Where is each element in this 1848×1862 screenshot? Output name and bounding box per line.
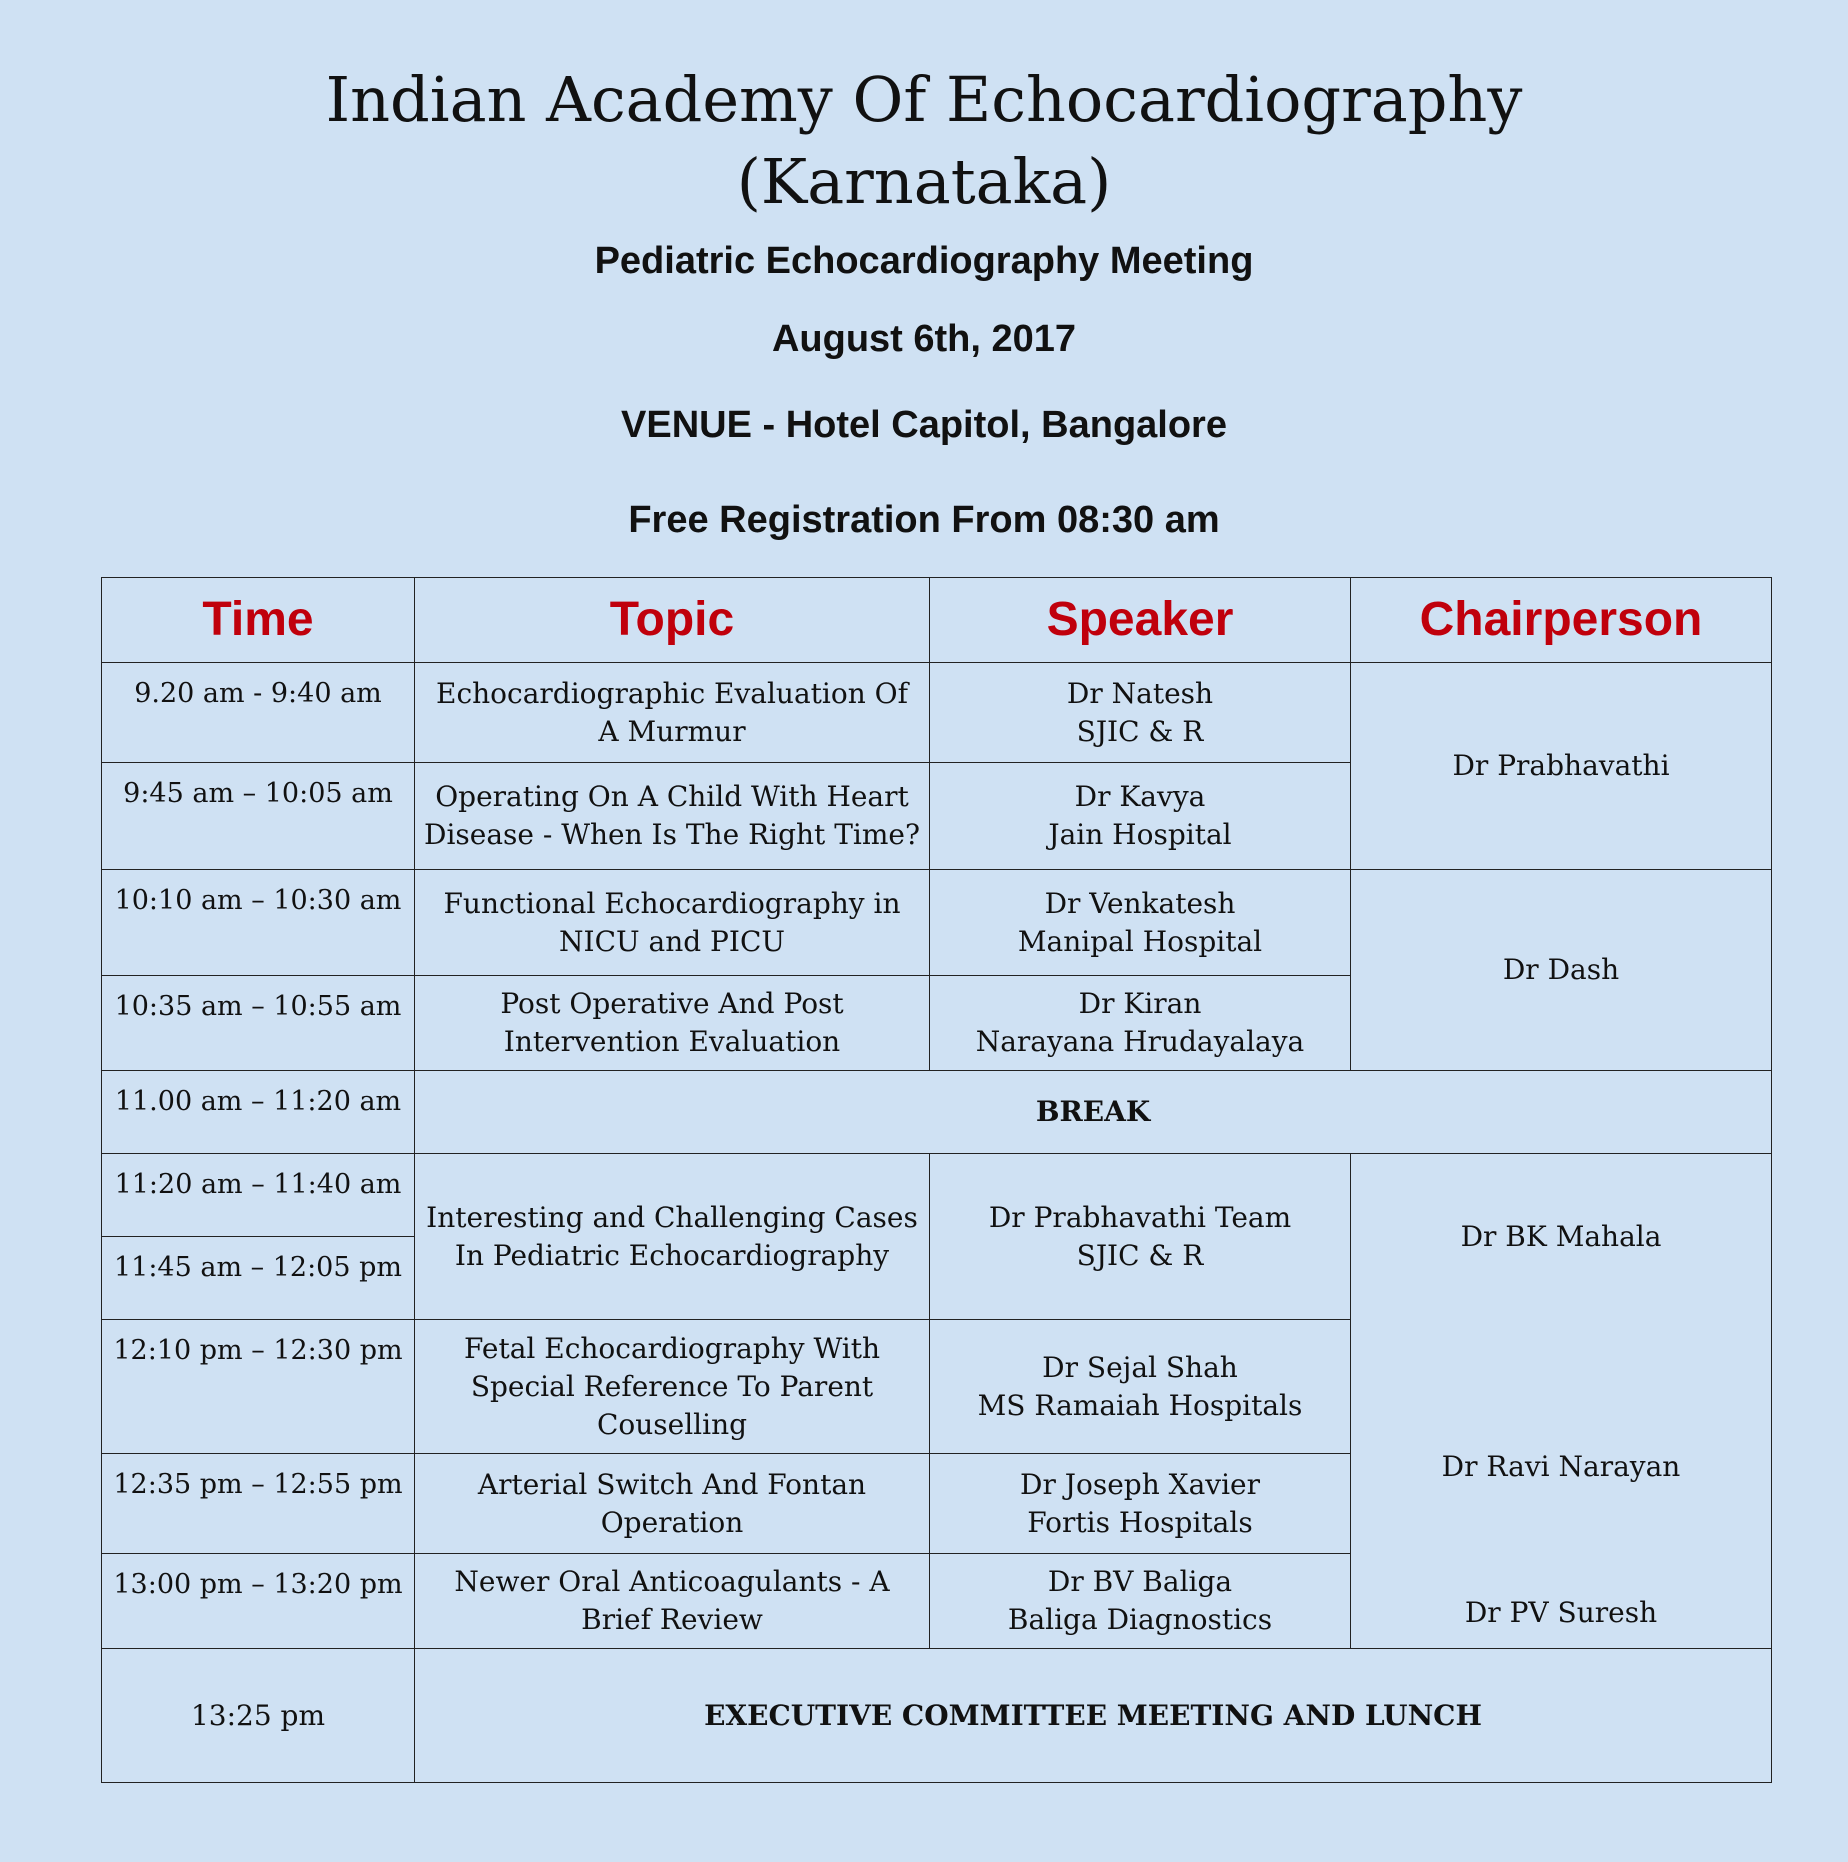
topic-cell: Post Operative And Post Intervention Evaluation xyxy=(415,976,930,1071)
topic-cell: Newer Oral Anticoagulants - A Brief Review xyxy=(415,1554,930,1649)
chair-cell: Dr PV Suresh xyxy=(1351,1554,1772,1649)
chair-cell: Dr Dash xyxy=(1351,870,1772,1071)
time-cell: 11.00 am – 11:20 am xyxy=(102,1071,415,1154)
time-cell: 13:00 pm – 13:20 pm xyxy=(102,1554,415,1649)
speaker-cell: Dr Natesh SJIC & R xyxy=(930,663,1351,763)
speaker-cell: Dr Joseph Xavier Fortis Hospitals xyxy=(930,1454,1351,1554)
time-cell: 10:10 am – 10:30 am xyxy=(102,870,415,976)
header-speaker: Speaker xyxy=(930,578,1351,663)
topic-cell: Echocardiographic Evaluation Of A Murmur xyxy=(415,663,930,763)
table-header-row xyxy=(102,578,1772,663)
table-row xyxy=(102,1320,1772,1454)
time-cell: 12:35 pm – 12:55 pm xyxy=(102,1454,415,1554)
speaker-cell: Dr Venkatesh Manipal Hospital xyxy=(930,870,1351,976)
chair-cell: Dr Ravi Narayan xyxy=(1351,1320,1772,1554)
break-cell: BREAK xyxy=(415,1071,1772,1154)
table-row xyxy=(102,663,1772,763)
table-row xyxy=(102,870,1772,976)
title-line-1: Indian Academy Of Echocardiography xyxy=(325,63,1523,136)
venue: VENUE - Hotel Capitol, Bangalore xyxy=(621,404,1227,446)
speaker-cell: Dr BV Baliga Baliga Diagnostics xyxy=(930,1554,1351,1649)
time-cell: 9:45 am – 10:05 am xyxy=(102,763,415,870)
header-time: Time xyxy=(102,578,415,663)
time-cell: 11:45 am – 12:05 pm xyxy=(102,1237,415,1320)
meeting-date: August 6th, 2017 xyxy=(771,318,1077,360)
meeting-name: Pediatric Echocardiography Meeting xyxy=(594,240,1254,282)
title-line-2: (Karnataka) xyxy=(736,145,1112,218)
lunch-cell: EXECUTIVE COMMITTEE MEETING AND LUNCH xyxy=(415,1649,1772,1783)
chair-cell: Dr BK Mahala xyxy=(1351,1154,1772,1320)
schedule-table xyxy=(101,577,1772,1783)
time-cell: 11:20 am – 11:40 am xyxy=(102,1154,415,1237)
speaker-cell: Dr Sejal Shah MS Ramaiah Hospitals xyxy=(930,1320,1351,1454)
table-row xyxy=(102,1071,1772,1154)
table-row xyxy=(102,1554,1772,1649)
speaker-cell: Dr Kiran Narayana Hrudayalaya xyxy=(930,976,1351,1071)
topic-cell: Interesting and Challenging Cases In Pediatric Echocardiography xyxy=(415,1154,930,1320)
registration-note: Free Registration From 08:30 am xyxy=(628,499,1220,541)
time-cell: 10:35 am – 10:55 am xyxy=(102,976,415,1071)
table-row xyxy=(102,1649,1772,1783)
time-cell: 13:25 pm xyxy=(102,1649,415,1783)
topic-cell: Arterial Switch And Fontan Operation xyxy=(415,1454,930,1554)
topic-cell: Fetal Echocardiography With Special Reference To Parent Couselling xyxy=(415,1320,930,1454)
header-chairperson: Chairperson xyxy=(1351,578,1772,663)
speaker-cell: Dr Kavya Jain Hospital xyxy=(930,763,1351,870)
header-topic: Topic xyxy=(415,578,930,663)
table-row xyxy=(102,1154,1772,1237)
speaker-cell: Dr Prabhavathi Team SJIC & R xyxy=(930,1154,1351,1320)
topic-cell: Operating On A Child With Heart Disease - When Is The Right Time? xyxy=(415,763,930,870)
topic-cell: Functional Echocardiography in NICU and PICU xyxy=(415,870,930,976)
time-cell: 9.20 am - 9:40 am xyxy=(102,663,415,763)
chair-cell: Dr Prabhavathi xyxy=(1351,663,1772,870)
time-cell: 12:10 pm – 12:30 pm xyxy=(102,1320,415,1454)
